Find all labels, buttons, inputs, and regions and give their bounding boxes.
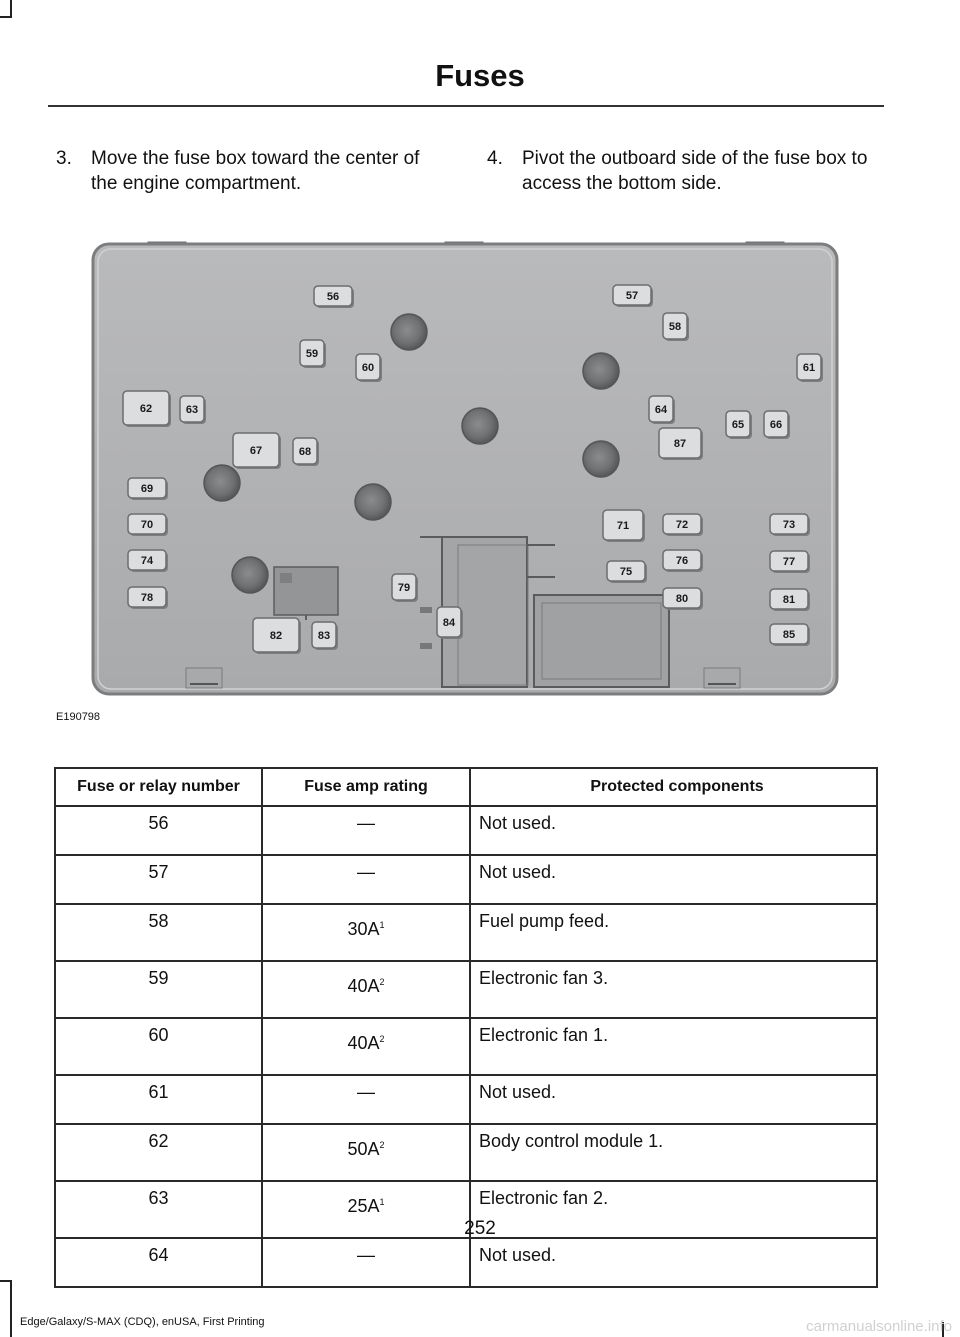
amp-rating: 30A (347, 919, 380, 939)
fuse-slot-85 (770, 624, 810, 646)
fuse-slot-71 (603, 510, 645, 542)
header-protected-components: Protected components (470, 768, 877, 806)
header-fuse-number: Fuse or relay number (55, 768, 262, 806)
protected-component-cell: Not used. (470, 806, 877, 855)
protected-component-cell: Not used. (470, 1075, 877, 1124)
fuse-label: 64 (654, 404, 668, 416)
fuse-label: 84 (442, 617, 456, 629)
crop-mark (0, 16, 12, 18)
step-number: 4. (487, 148, 503, 169)
fuse-slot-83 (312, 622, 338, 650)
page-number: 252 (464, 1218, 496, 1239)
fuse-label: 58 (668, 321, 682, 333)
footer-text: Edge/Galaxy/S-MAX (CDQ), enUSA, First Printing (20, 1316, 265, 1328)
fuse-number-cell: 62 (55, 1124, 262, 1181)
fuse-slot-81 (770, 589, 810, 611)
protected-component-cell: Electronic fan 1. (470, 1018, 877, 1075)
table-row (55, 1018, 877, 1075)
fuse-label: 74 (140, 555, 154, 567)
fuse-label: 59 (305, 348, 319, 360)
fuse-slot-84 (437, 607, 463, 639)
fuse-label: 63 (185, 404, 199, 416)
fuse-label: 75 (619, 566, 633, 578)
fuse-slot-75 (607, 561, 647, 583)
fuse-label: 87 (673, 438, 687, 450)
fuse-number-cell: 64 (55, 1238, 262, 1287)
fuse-label: 81 (782, 594, 796, 606)
fuse-slot-72 (663, 514, 703, 536)
footnote-marker: 2 (379, 1034, 385, 1044)
footnote-marker: 2 (379, 1140, 385, 1150)
fuse-label: 79 (397, 582, 411, 594)
fuse-box-diagram (90, 240, 840, 700)
fuse-number-cell: 63 (55, 1181, 262, 1238)
fuse-slot-61 (797, 354, 823, 382)
step-number: 3. (56, 148, 72, 169)
fuse-number-cell: 61 (55, 1075, 262, 1124)
fuse-label: 70 (140, 519, 154, 531)
table-row (55, 1238, 877, 1287)
fuse-label: 57 (625, 290, 639, 302)
protected-component-cell: Fuel pump feed. (470, 904, 877, 961)
amp-rating-cell (262, 1075, 470, 1124)
fuse-number-cell: 58 (55, 904, 262, 961)
fuse-label: 61 (802, 362, 816, 374)
page-title: Fuses (435, 58, 525, 93)
table-row (55, 855, 877, 904)
amp-rating-cell (262, 1238, 470, 1287)
fuse-slot-69 (128, 478, 168, 500)
fuse-slot-82 (253, 618, 301, 654)
protected-component-cell: Not used. (470, 1238, 877, 1287)
fuse-slot-87 (659, 428, 703, 460)
footnote-marker: 1 (379, 1197, 385, 1207)
fuse-slot-74 (128, 550, 168, 572)
fuse-label: 68 (298, 446, 312, 458)
amp-rating-cell (262, 1018, 470, 1075)
amp-rating: 25A (347, 1196, 380, 1216)
amp-rating: 40A (347, 976, 380, 996)
protected-component-cell: Not used. (470, 855, 877, 904)
fuse-slot-62 (123, 391, 171, 427)
step-text: Move the fuse box toward the center of the engine compartment. (91, 148, 420, 194)
table-row (55, 806, 877, 855)
fuse-number-cell: 56 (55, 806, 262, 855)
fuse-label: 66 (769, 419, 783, 431)
header-divider (48, 105, 884, 107)
fuse-slot-58 (663, 313, 689, 341)
fuse-slot-65 (726, 411, 752, 439)
amp-rating: 40A (347, 1033, 380, 1053)
fuse-label: 76 (675, 555, 689, 567)
protected-component-cell: Electronic fan 3. (470, 961, 877, 1018)
fuse-label: 67 (249, 445, 263, 457)
fuse-slot-56 (314, 286, 354, 308)
fuse-slot-64 (649, 396, 675, 424)
fuse-slot-80 (663, 588, 703, 610)
fuse-slot-59 (300, 340, 326, 368)
fuse-label: 60 (361, 362, 375, 374)
fuse-label: 82 (269, 630, 283, 642)
table-row (55, 1124, 877, 1181)
fuse-label: 69 (140, 483, 154, 495)
amp-rating: — (357, 862, 375, 882)
protected-component-cell: Body control module 1. (470, 1124, 877, 1181)
amp-rating-cell (262, 806, 470, 855)
fuse-number-cell: 59 (55, 961, 262, 1018)
amp-rating-cell (262, 904, 470, 961)
step-text: Pivot the outboard side of the fuse box to access the bottom side. (522, 148, 868, 194)
crop-mark (10, 1280, 12, 1337)
header-amp-rating: Fuse amp rating (262, 768, 470, 806)
watermark: carmanualsonline.info (806, 1318, 952, 1335)
table-row (55, 961, 877, 1018)
footnote-marker: 2 (379, 977, 385, 987)
fuse-slot-76 (663, 550, 703, 572)
fuse-label: 71 (616, 520, 630, 532)
amp-rating: 50A (347, 1139, 380, 1159)
fuse-label: 85 (782, 629, 796, 641)
fuse-slot-68 (293, 438, 319, 466)
figure-id: E190798 (56, 711, 101, 723)
fuse-slot-78 (128, 587, 168, 609)
amp-rating: — (357, 1082, 375, 1102)
fuse-slot-70 (128, 514, 168, 536)
fuse-number-cell: 60 (55, 1018, 262, 1075)
footnote-marker: 1 (379, 920, 385, 930)
fuse-slot-57 (613, 285, 653, 307)
fuse-slot-77 (770, 551, 810, 573)
fuse-label: 72 (675, 519, 689, 531)
fuse-label: 77 (782, 556, 796, 568)
fuse-number-cell: 57 (55, 855, 262, 904)
fuse-label: 83 (317, 630, 331, 642)
fuse-label: 56 (326, 291, 340, 303)
fuse-slot-79 (392, 574, 418, 602)
fuse-label: 73 (782, 519, 796, 531)
fuse-slot-73 (770, 514, 810, 536)
fuse-slot-63 (180, 396, 206, 424)
fuse-slot-60 (356, 354, 382, 382)
fuse-slot-67 (233, 433, 281, 469)
amp-rating-cell (262, 1124, 470, 1181)
table-row (55, 1075, 877, 1124)
fuse-table (54, 767, 878, 1288)
amp-rating: — (357, 1245, 375, 1265)
fuse-label: 80 (675, 593, 689, 605)
fuse-label: 78 (140, 592, 154, 604)
fuse-label: 62 (139, 403, 153, 415)
fuse-slot-66 (764, 411, 790, 439)
protected-component-cell: Electronic fan 2. (470, 1181, 877, 1238)
amp-rating-cell (262, 961, 470, 1018)
amp-rating-cell (262, 855, 470, 904)
amp-rating: — (357, 813, 375, 833)
crop-mark (0, 1280, 12, 1282)
fuse-label: 65 (731, 419, 745, 431)
table-row (55, 904, 877, 961)
table-header-row (55, 768, 877, 806)
